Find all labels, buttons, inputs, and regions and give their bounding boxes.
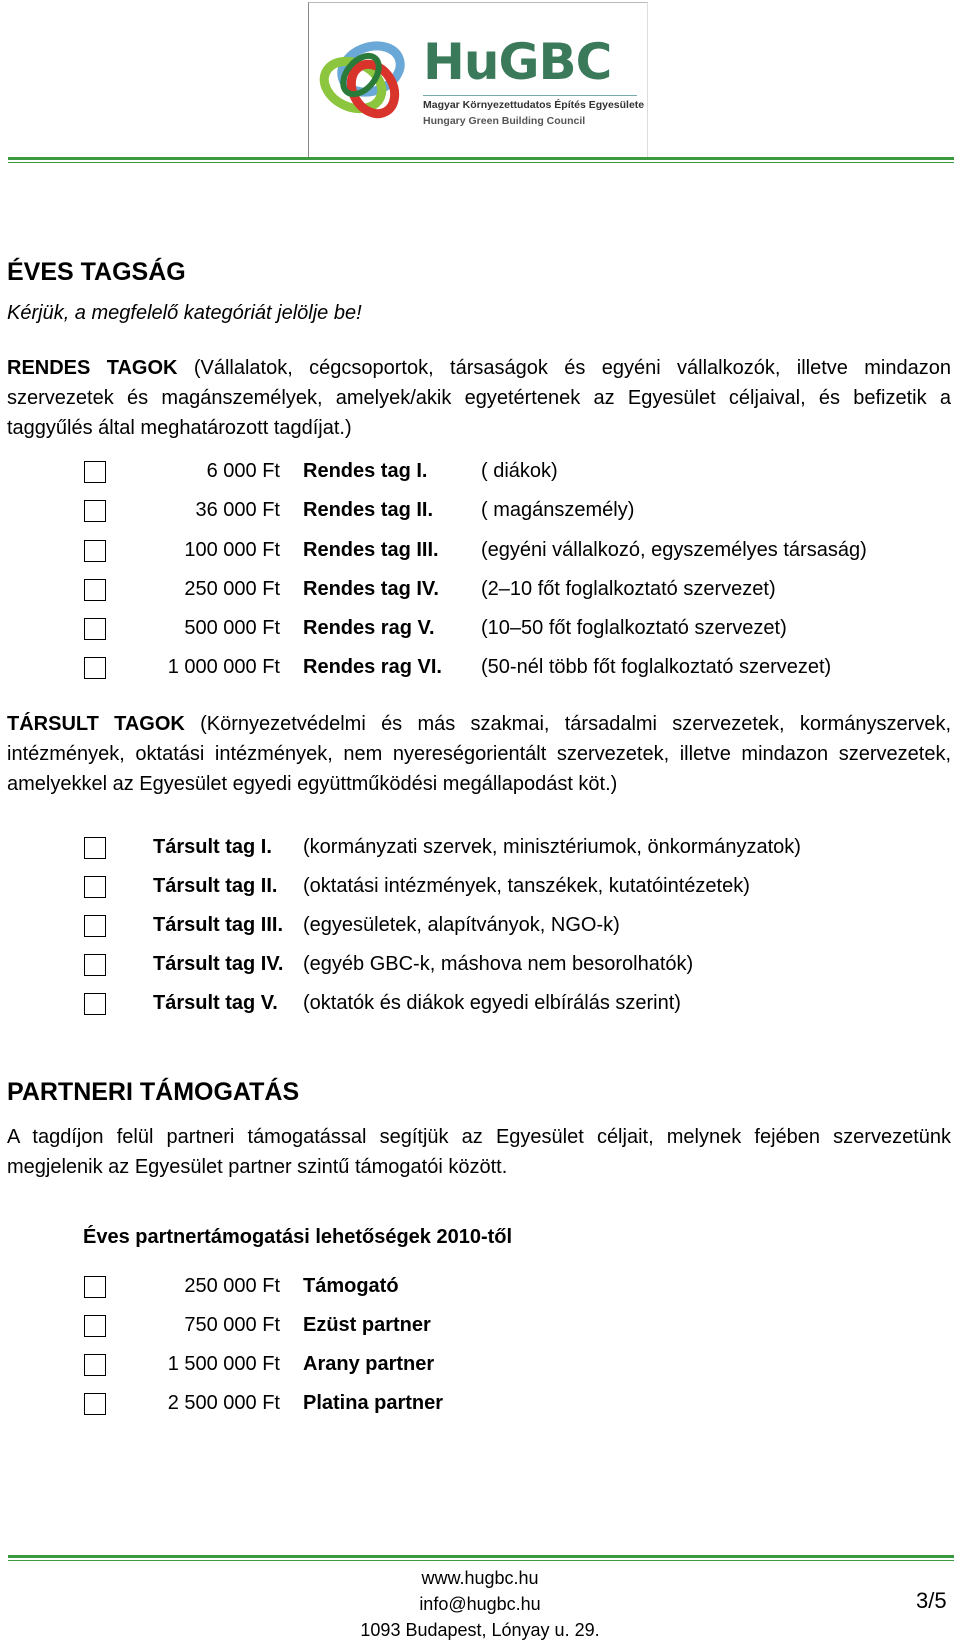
page-number: 3/5 — [916, 1588, 947, 1613]
associate-members-text: (Környezetvédelmi és más szakmai, társadalmi szervezetek, kormányszervek, intézmények, oktatási intézmények, nem nyereségorientált szervezetek, illetve mindazon szervezetek, amelyekkel az Egyesület egyedi együttműködési megállapodást köt.) — [7, 713, 951, 795]
category-name: Társult tag III. — [153, 914, 284, 936]
fee-amount: 1 000 000 Ft — [167, 656, 280, 678]
website-link[interactable]: www.hugbc.hu — [421, 1568, 539, 1588]
checkbox[interactable] — [84, 876, 106, 898]
fee-amount: 100 000 Ft — [184, 539, 280, 561]
logo-subtitle-en: Hungary Green Building Council — [423, 115, 586, 127]
checkbox[interactable] — [84, 461, 106, 483]
fee-amount: 6 000 Ft — [206, 460, 280, 482]
category-name: Rendes tag II. — [303, 499, 434, 521]
hugbc-logo — [308, 2, 648, 159]
checkbox[interactable] — [84, 579, 106, 601]
footer-rule — [8, 1555, 954, 1561]
checkbox[interactable] — [84, 993, 106, 1015]
partner-support-paragraph: A tagdíjon felül partneri támogatással segítjük az Egyesület céljait, melynek fejében szervezetünk megjelenik az Egyesület partner szintű támogatói között. — [7, 1126, 951, 1178]
address-text: 1093 Budapest, Lónyay u. 29. — [360, 1620, 600, 1640]
category-description: (oktatási intézmények, tanszékek, kutatóintézetek) — [303, 875, 750, 897]
fee-amount: 250 000 Ft — [184, 578, 280, 600]
checkbox[interactable] — [84, 954, 106, 976]
fee-amount: 36 000 Ft — [195, 499, 280, 521]
category-name: Rendes rag VI. — [303, 656, 442, 678]
regular-members-text: (Vállalatok, cégcsoportok, társaságok és egyéni vállalkozók, illetve mindazon szervezetek és magánszemélyek, amelyek/akik egyetértenek az Egyesület céljaival, és befizetik a taggyűlés által meghatározott tagdíjat.) — [7, 357, 951, 439]
page-header — [0, 0, 960, 168]
checkbox[interactable] — [84, 618, 106, 640]
annual-membership-title: ÉVES TAGSÁG — [7, 258, 186, 286]
fee-amount: 1 500 000 Ft — [167, 1353, 280, 1375]
partner-support-title: PARTNERI TÁMOGATÁS — [7, 1078, 300, 1106]
regular-members-label: RENDES TAGOK — [7, 357, 178, 379]
fee-amount: 500 000 Ft — [184, 617, 280, 639]
category-description: (kormányzati szervek, minisztériumok, önkormányzatok) — [303, 836, 801, 858]
category-name: Platina partner — [303, 1392, 444, 1414]
category-description: (egyéni vállalkozó, egyszemélyes társaság) — [481, 539, 867, 561]
category-name: Rendes tag IV. — [303, 578, 439, 600]
category-description: (50-nél több főt foglalkoztató szervezet) — [481, 656, 832, 678]
checkbox[interactable] — [84, 1315, 106, 1337]
category-name: Társult tag II. — [153, 875, 278, 897]
category-name: Rendes rag V. — [303, 617, 435, 639]
partner-options-subtitle: Éves partnertámogatási lehetőségek 2010-től — [83, 1226, 513, 1248]
fee-amount: 2 500 000 Ft — [167, 1392, 280, 1414]
category-name: Ezüst partner — [303, 1314, 431, 1336]
category-name: Támogató — [303, 1275, 399, 1297]
checkbox[interactable] — [84, 915, 106, 937]
category-description: (10–50 főt foglalkoztató szervezet) — [481, 617, 787, 639]
fee-amount: 750 000 Ft — [184, 1314, 280, 1336]
category-description: (egyéb GBC-k, máshova nem besorolhatók) — [303, 953, 694, 975]
category-name: Rendes tag I. — [303, 460, 428, 482]
logo-wordmark: HuGBC — [423, 33, 612, 91]
category-name: Arany partner — [303, 1353, 435, 1375]
header-rule — [8, 157, 954, 163]
category-name: Rendes tag III. — [303, 539, 439, 561]
checkbox[interactable] — [84, 540, 106, 562]
category-description: ( magánszemély) — [481, 499, 635, 521]
instruction-text: Kérjük, a megfelelő kategóriát jelölje be! — [7, 302, 362, 324]
associate-members-label: TÁRSULT TAGOK — [7, 713, 185, 735]
checkbox[interactable] — [84, 1354, 106, 1376]
category-description: ( diákok) — [481, 460, 558, 482]
email-link[interactable]: info@hugbc.hu — [419, 1594, 541, 1614]
checkbox[interactable] — [84, 1276, 106, 1298]
page-footer — [0, 1565, 960, 1643]
checkbox[interactable] — [84, 837, 106, 859]
logo-subtitle-hu: Magyar Környezettudatos Építés Egyesülete — [423, 99, 645, 111]
checkbox[interactable] — [84, 657, 106, 679]
logo-divider — [423, 95, 637, 96]
category-description: (egyesületek, alapítványok, NGO-k) — [303, 914, 620, 936]
category-description: (oktatók és diákok egyedi elbírálás szerint) — [303, 992, 681, 1014]
fee-amount: 250 000 Ft — [184, 1275, 280, 1297]
rings-logo-icon — [311, 27, 421, 137]
category-name: Társult tag IV. — [153, 953, 284, 975]
category-name: Társult tag V. — [153, 992, 278, 1014]
associate-members-paragraph — [7, 709, 951, 799]
category-name: Társult tag I. — [153, 836, 272, 858]
checkbox[interactable] — [84, 1393, 106, 1415]
category-description: (2–10 főt foglalkoztató szervezet) — [481, 578, 776, 600]
checkbox[interactable] — [84, 500, 106, 522]
regular-members-paragraph — [7, 353, 951, 443]
